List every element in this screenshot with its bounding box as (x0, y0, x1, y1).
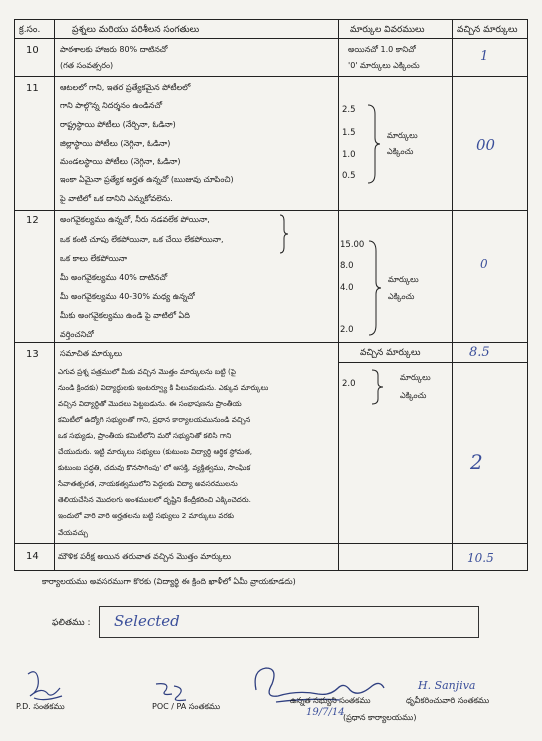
row-11-line: గాని పాల్గొన్న నిదర్శనం ఉండినచో (60, 101, 163, 110)
row-10-line: (గత సంవత్సరం) (60, 61, 114, 70)
row-10-awarded-mark: 1 (480, 49, 489, 64)
row-11-line: పై వాటిలో ఒక దానిని ఎన్నుకోవలెను. (60, 194, 173, 203)
pd-signature-label: P.D. సంతకము (16, 702, 65, 711)
row-14-line: మౌళిక పరీక్ష అయిన తరువాత వచ్చిన మొత్తం మార్కులు (58, 552, 231, 561)
member-signature-date: 19/7/14 (306, 707, 345, 718)
result-value: Selected (114, 612, 180, 630)
row-13-line: వచ్చిన విద్యార్థితో మొదలు పెట్టబడును. ఈ సంభాషణను ప్రాంతీయ (58, 399, 242, 408)
poc-signature-scribble (152, 680, 190, 704)
row-13-line: ఎగువ ప్రశ్న పత్రములో మీకు వచ్చిన మొత్తం మార్కులను బట్టి (పై (58, 367, 236, 376)
row-12-mark-value: 15.00 (340, 240, 365, 250)
row-13-mark-value: 2.0 (342, 379, 356, 389)
header-marks-details: మార్కుల వివరములు (350, 25, 425, 35)
row-13-marks-note: మార్కులు (400, 373, 431, 382)
row-14-number: 14 (26, 551, 39, 562)
row-13-marks-header: వచ్చిన మార్కులు (360, 348, 421, 358)
row-13-line: చేయుదురు. ఇట్టి మార్కులు సభ్యులు (కుటుంబ విద్యార్థి ఆర్థిక స్థోమత, (58, 447, 253, 456)
member-signature-sublabel: (ప్రధాన కార్యాలయము) (343, 713, 417, 722)
col-sep-2 (338, 19, 339, 571)
row-13-line: తెలియచేసిన మొదలగు అంశములలో దృష్టిని కేంద్రీకరించి ఎక్కించెదరు. (58, 495, 251, 504)
col-sep-3 (452, 19, 453, 571)
coordinator-signature-hand: H. Sanjiva (418, 679, 476, 692)
row-12-line: ఒక కాలు లేకపోయినా (60, 254, 128, 263)
member-signature-label: ఉన్నత సభ్యుని సంతకము (290, 696, 371, 705)
row-13-line: కమిటీలో ఉద్యోగి సభ్యులతో గాని, ప్రధాన కార్యాలయమునుండి వచ్చిన (58, 415, 251, 424)
coordinator-signature-label: ధృవీకరించువారి సంతకము (406, 696, 490, 705)
row-12-text-brace (279, 214, 289, 254)
row-12-bottom (14, 342, 528, 343)
row-12-marks-note: మార్కులు (388, 275, 419, 284)
row-13-bottom (14, 543, 528, 544)
result-label: ఫలితము : (52, 618, 91, 628)
row-13-title: సమాచిత మార్కులు (60, 349, 123, 358)
row-11-mark-value: 1.0 (342, 150, 356, 160)
pd-signature-scribble (22, 668, 68, 704)
header-marks-awarded: వచ్చిన మార్కులు (457, 25, 518, 35)
row-13-line: సేవాతత్పరత, నాయకత్వములోని పెద్దలకు విద్యా అవసరములను (58, 479, 238, 488)
row-12-line: మీ అంగవైకల్యము 40% దాటినచో (60, 273, 168, 282)
header-question-topic: ప్రశ్నలు మరియు పరిశీలన సంగతులు (72, 25, 200, 35)
row-13-total-so-far: 8.5 (469, 345, 490, 360)
row-10-number: 10 (26, 45, 39, 56)
row-10-bottom (14, 76, 528, 77)
row-13-number: 13 (26, 349, 39, 360)
row-13-awarded-mark: 2 (470, 450, 483, 474)
row-13-marks-note: ఎక్కించు (400, 391, 427, 400)
row-11-brace (365, 104, 381, 184)
row-11-marks-note: మార్కులు (387, 131, 418, 140)
row-11-line: జిల్లాస్థాయి పోటీలు (నెగ్గినా, ఓడినా) (60, 139, 171, 148)
header-serial-no: క్ర.సం. (19, 25, 41, 35)
header-bottom-border (14, 38, 528, 39)
row-12-marks-note: ఎక్కించు (388, 292, 415, 301)
row-11-mark-value: 1.5 (342, 128, 356, 138)
table-left-border (14, 19, 15, 571)
row-11-number: 11 (26, 83, 39, 94)
table-right-border (527, 19, 528, 571)
row-12-number: 12 (26, 215, 39, 226)
poc-signature-label: POC / PA సంతకము (152, 702, 221, 711)
row-13-marks-header-line (338, 362, 528, 363)
row-11-line: మండలస్థాయి పోటీలు (నెగ్గినా, ఓడినా) (60, 157, 181, 166)
row-13-line: నుండి క్రిందకు) విద్యార్థులకు ఇంటర్వ్యూ కి పిలువబడును. ఎక్కువ మార్కులు (58, 383, 269, 392)
row-12-mark-value: 8.0 (340, 261, 354, 271)
row-12-line: వర్తించనిచో (60, 330, 94, 339)
row-10-marks-line: '0' మార్కులు ఎక్కించు (348, 61, 420, 70)
row-12-line: మీకు అంగవైకల్యము ఉండి పై వాటిలో ఏది (60, 311, 190, 320)
row-11-bottom (14, 210, 528, 211)
row-12-brace (366, 240, 382, 336)
row-13-line: కుటుంబ పద్ధతి, చదువు కొనసాగింపు' లో ఆసక్తి, వ్యక్తిత్వము, సాంఘిక (58, 463, 251, 472)
row-12-awarded-mark: 0 (480, 257, 488, 271)
row-13-brace (370, 369, 384, 405)
row-11-mark-value: 2.5 (342, 105, 356, 115)
row-11-marks-note: ఎక్కించు (387, 147, 414, 156)
col-sep-1 (54, 19, 55, 571)
row-13-line: వేయవచ్చు (58, 528, 89, 537)
row-11-line: ఇంకా ఏమైనా ప్రత్యేక అర్హత ఉన్నచో (ఋజువు చూపించి) (60, 175, 234, 184)
row-12-line: ఒక కంటి చూపు లేకపోయినా, ఒక చేయి లేకపోయినా, (60, 235, 224, 244)
table-top-border (14, 19, 528, 20)
office-use-note: కార్యాలయము అవసరముగా కొరకు (విద్యార్థి ఈ క్రింది ఖాళీలో ఏమీ వ్రాయకూడదు) (42, 577, 296, 586)
row-14-total-mark: 10.5 (467, 551, 494, 565)
row-11-awarded-mark: 00 (476, 136, 496, 154)
row-13-line: ఒక సభ్యుడు, ప్రాంతీయ కమిటీలోని మరో సభ్యునితో కలిసి గాని (58, 431, 232, 440)
row-13-line: ఇందులో వారి వారి అర్హతలను బట్టి సభ్యులు 2 మార్కులు వరకు (58, 511, 234, 520)
row-12-line: మీ అంగవైకల్యము 40-30% మధ్య ఉన్నచో (60, 292, 195, 301)
row-12-mark-value: 4.0 (340, 283, 354, 293)
table-bottom-border (14, 570, 528, 571)
row-12-line: అంగవైకల్యము ఉన్నచో, నీరు నడవలేక పోయినా, (60, 215, 210, 224)
row-11-line: ఆటలలో గాని, ఇతర ప్రత్యేకమైన పోటీలలో (60, 83, 191, 92)
row-12-mark-value: 2.0 (340, 325, 354, 335)
row-11-mark-value: 0.5 (342, 171, 356, 181)
row-10-line: పాఠశాలకు హాజరు 80% దాటినచో (60, 45, 168, 54)
row-10-marks-line: అయినచో 1.0 కానిచో (348, 45, 416, 54)
row-11-line: రాష్ట్రస్థాయి పోటీలు (నేర్చినా, ఓడినా) (60, 120, 176, 129)
